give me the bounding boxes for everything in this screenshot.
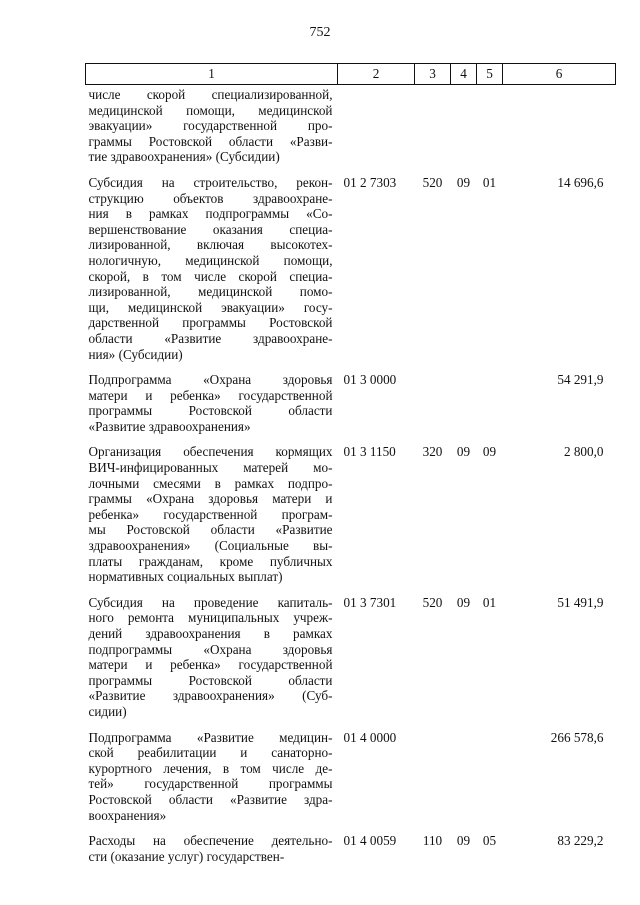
row-name-line: дарственной программы Ростовской [88,315,333,331]
row-code-cell [338,85,415,175]
row-pr-cell: 05 [482,833,497,849]
row-name-line: матери и ребенка» государственной [88,387,333,403]
row-name-line: вершенствование оказания специа- [88,221,333,237]
row-code-cell: 01 3 7301 [343,594,397,610]
row-pr-cell: 01 [482,594,497,610]
table-row [86,833,616,874]
row-name-line: лизированной, включая высокотех- [88,237,333,253]
row-kvr-cell [415,730,451,834]
row-pr-cell: 09 [482,444,497,460]
row-name-cell [86,85,338,175]
row-name-line: дений здравоохранения в рамках [88,626,333,641]
row-rz-cell: 09 [456,833,471,849]
header-col-rz: 4 [451,64,477,85]
row-name-line: струкцию объектов здравоохране- [88,190,333,206]
row-name-line: эвакуации» государственной про- [88,118,333,134]
table-row [86,372,616,444]
row-rz-cell: 09 [456,174,471,190]
row-code-cell: 01 3 0000 [343,372,397,388]
row-name-line: здравоохранения» (Социальные вы- [88,538,333,554]
row-name-line: тей» государственной программы [88,776,333,792]
row-name-line: сти (оказание услуг) государствен- [88,848,285,864]
row-name-line: скорой, в том числе скорой специа- [88,268,333,284]
row-amount-cell: 2 800,0 [563,444,604,460]
row-name-line: воохранения» [88,807,167,823]
row-name-line: ребенка» государственной програм- [88,506,333,522]
row-name-line: области «Развитие здравоохране- [88,330,333,346]
row-pr-cell [477,372,503,444]
row-amount-cell: 51 491,9 [557,594,604,610]
row-name-line: граммы Ростовской области «Разви- [88,133,333,149]
table-body [86,85,616,875]
row-name-line: платы гражданам, кроме публичных [88,553,333,569]
row-name-cell [86,372,338,444]
row-kvr-cell: 320 [422,444,443,460]
row-name-line: программы Ростовской области [88,672,333,688]
row-name-line: тие здравоохранения» (Субсидии) [88,149,280,165]
header-row [86,64,616,85]
row-kvr-cell [415,85,451,175]
row-name-line: щи, медицинской эвакуации» госу- [88,299,333,315]
row-code-cell: 01 4 0059 [343,833,397,849]
row-pr-cell [477,730,503,834]
row-rz-cell [451,372,477,444]
row-name-line: курортного лечения, в том числе де- [88,760,333,776]
row-name-cell [86,175,338,372]
row-name-cell [86,595,338,730]
table-row [86,85,616,175]
row-name-line: Субсидия на строительство, рекон- [88,174,333,190]
row-name-line: Подпрограмма «Развитие медицин- [88,729,333,745]
row-name-line: ния в рамках подпрограммы «Со- [88,206,333,222]
row-kvr-cell [415,372,451,444]
row-name-line: Ростовской области «Развитие здра- [88,791,333,807]
row-name-line: сидии) [88,703,127,719]
row-name-line: Подпрограмма «Охрана здоровья [88,372,333,388]
row-code-cell: 01 3 1150 [343,444,396,460]
row-pr-cell: 01 [482,174,497,190]
header-col-pr: 5 [477,64,503,85]
row-name-line: граммы «Охрана здоровья матери и [88,491,333,507]
row-amount-cell: 54 291,9 [557,372,604,388]
row-amount-cell: 14 696,6 [557,174,604,190]
row-rz-cell: 09 [456,444,471,460]
row-pr-cell [477,85,503,175]
row-name-line: ской реабилитации и санаторно- [88,745,333,761]
row-name-line: матери и ребенка» государственной [88,657,333,673]
table-header [86,64,616,85]
row-code-cell: 01 4 0000 [343,729,397,745]
row-amount-cell: 83 229,2 [557,833,604,849]
row-rz-cell [451,730,477,834]
table-row [86,175,616,372]
row-name-line: программы Ростовской области [88,403,333,419]
row-name-line: ния» (Субсидии) [88,346,183,362]
row-name-cell [86,833,338,874]
row-kvr-cell: 520 [422,594,443,610]
table-row [86,730,616,834]
budget-table [85,63,616,874]
header-col-kvr: 3 [415,64,451,85]
row-kvr-cell: 520 [422,174,443,190]
table-row [86,444,616,594]
table-row [86,595,616,730]
row-kvr-cell: 110 [422,833,443,849]
row-name-line: Расходы на обеспечение деятельно- [88,833,333,849]
row-name-line: Организация обеспечения кормящих [88,444,333,460]
row-name-cell [86,444,338,594]
row-name-line: Субсидия на проведение капиталь- [88,594,333,610]
row-name-line: нологичную, медицинской помощи, [88,252,333,268]
row-name-line: нормативных социальных выплат) [88,569,283,585]
row-name-line: «Развитие здравоохранения» [88,418,251,434]
row-name-line: медицинской помощи, медицинской [88,102,333,118]
row-code-cell: 01 2 7303 [343,174,397,190]
row-name-cell [86,730,338,834]
row-name-line: ВИЧ-инфицированных матерей мо- [88,460,333,476]
row-rz-cell: 09 [456,594,471,610]
header-col-code: 2 [338,64,415,85]
page-number: 752 [309,25,331,40]
row-amount-cell: 266 578,6 [550,729,604,745]
row-amount-cell [503,85,616,175]
row-name-line: лизированной, медицинской помо- [88,284,333,300]
header-col-amount: 6 [503,64,616,85]
header-col-name: 1 [86,64,338,85]
row-name-line: лочными смесями в рамках подпро- [88,475,333,491]
row-name-line: ного ремонта муниципальных учреж- [88,610,333,626]
row-name-line: числе скорой специализированной, [88,87,333,102]
row-name-line: «Развитие здравоохранения» (Суб- [88,688,333,704]
row-name-line: мы Ростовской области «Развитие [88,522,333,538]
row-rz-cell [451,85,477,175]
row-name-line: подпрограммы «Охрана здоровья [88,641,333,657]
